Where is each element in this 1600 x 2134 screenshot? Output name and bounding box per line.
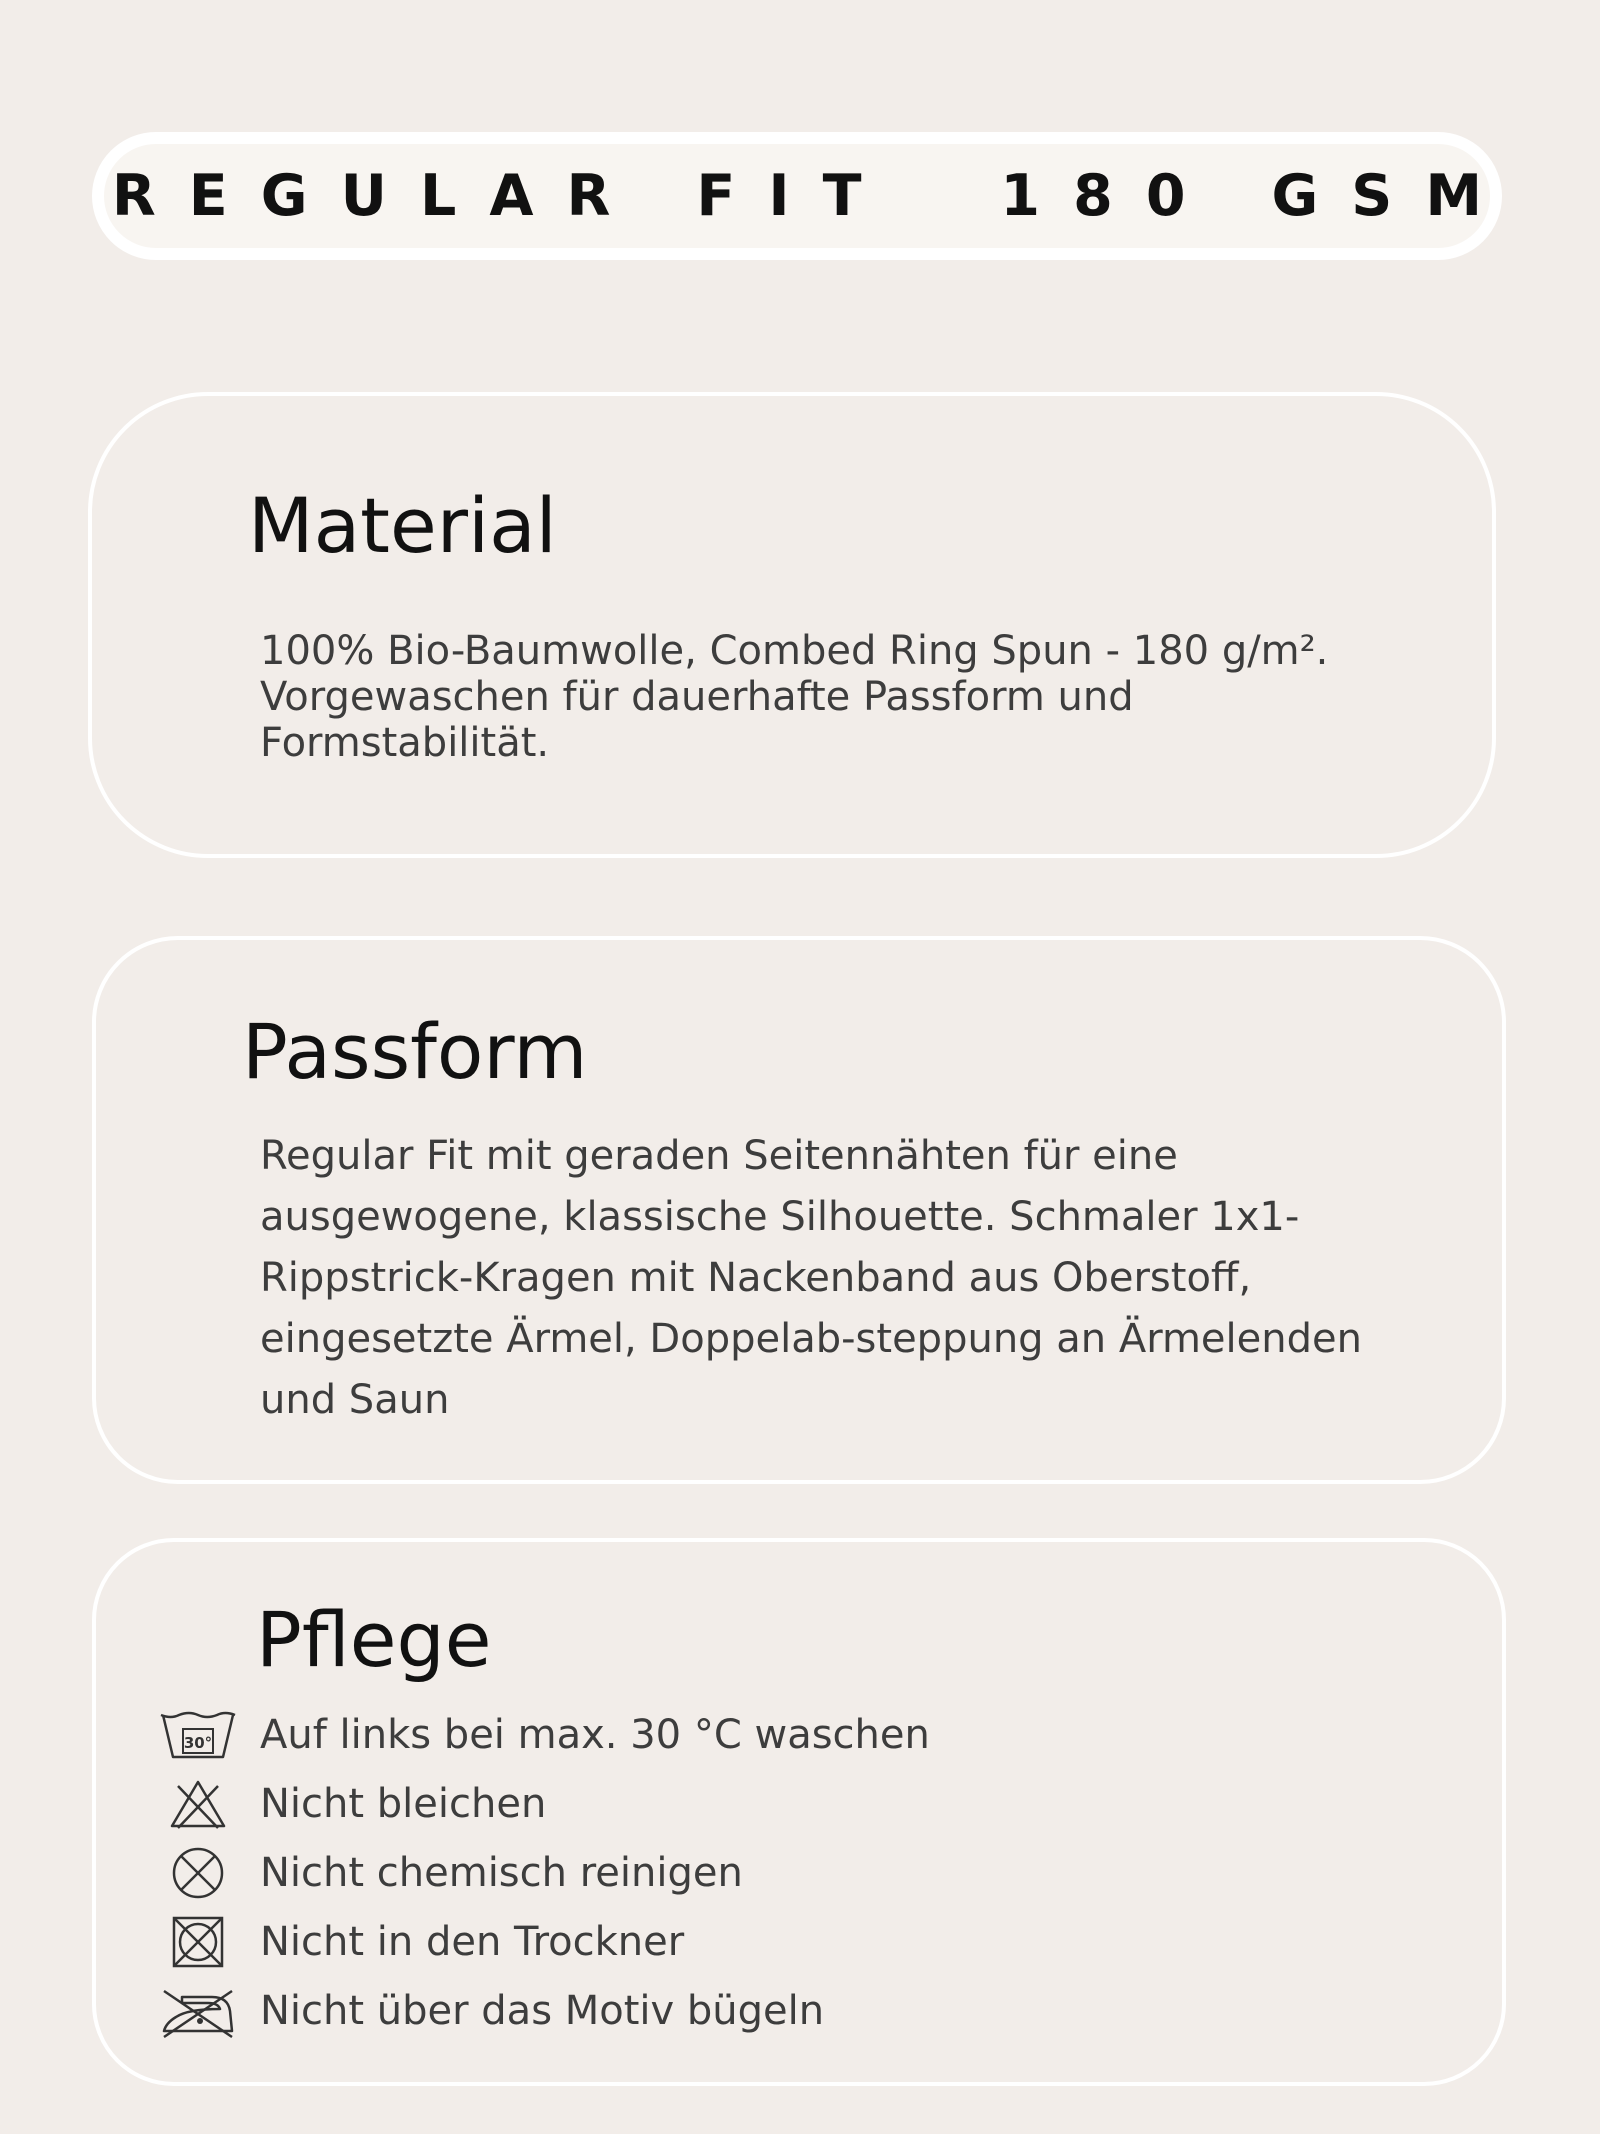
care-label-no-iron: Nicht über das Motiv bügeln [260,1987,825,2034]
care-item-no-bleach [156,1769,930,1838]
fit-weight-label: REGULAR FIT 180 GSM [111,163,1516,229]
material-heading: Material [248,481,557,570]
care-item-no-iron-print [156,1976,930,2045]
passform-description: Regular Fit mit geraden Seitennähten für eine ausgewogene, klassische Silhouette. Schmaler 1x1- Rippstrick-Kragen mit Nackenband aus Oberstoff, eingesetzte Ärmel, Doppelab-steppung an Ärmelenden und Saun [260,1133,1362,1423]
care-item-no-tumble-dry [156,1907,930,1976]
no-iron-on-print-icon [156,1981,240,2041]
care-item-wash [156,1700,930,1769]
care-label-no-bleach: Nicht bleichen [260,1780,547,1827]
pflege-heading: Pflege [256,1595,492,1684]
care-label-wash: Auf links bei max. 30 °C waschen [260,1711,930,1758]
material-card [88,392,1496,858]
no-tumble-dry-icon [156,1912,240,1972]
wash-temperature-text: 30° [183,1733,213,1752]
passform-heading: Passform [242,1007,588,1096]
no-bleach-icon [156,1774,240,1834]
material-description: 100% Bio-Baumwolle, Combed Ring Spun - 180 g/m². Vorgewaschen für dauerhafte Passform und Formstabilität. [260,628,1329,766]
fit-weight-banner [92,132,1516,260]
no-dry-clean-icon [156,1843,240,1903]
care-item-no-dry-clean [156,1838,930,1907]
care-label-no-tumble-dry: Nicht in den Trockner [260,1918,685,1965]
care-label-no-dry-clean: Nicht chemisch reinigen [260,1849,743,1896]
wash-30-icon [156,1705,240,1765]
care-instructions-list [156,1700,930,2045]
